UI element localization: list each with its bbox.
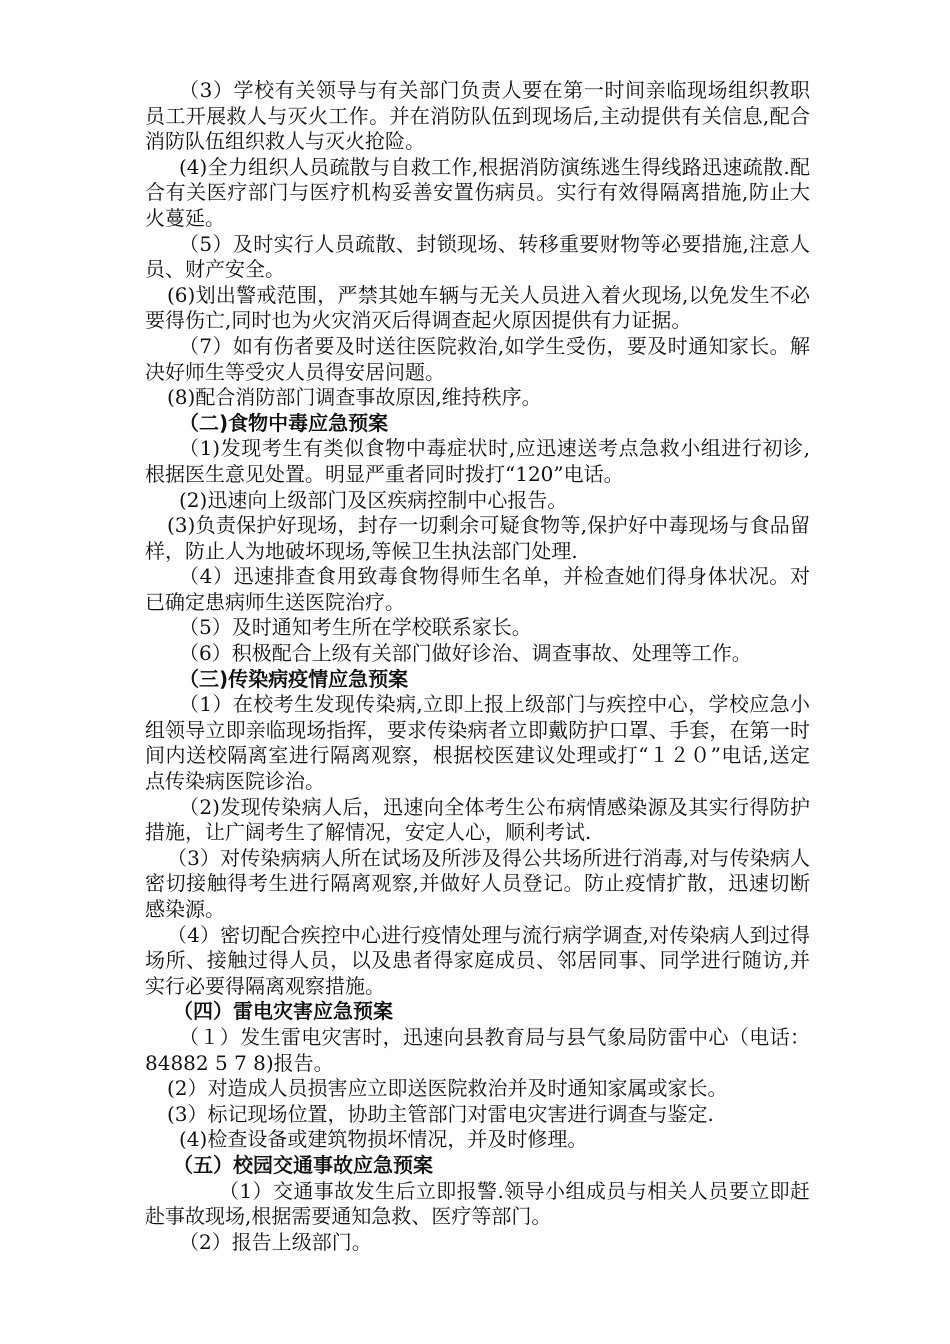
paragraph-lightning-3: (3）标记现场位置，协助主管部门对雷电灾害进行调查与鉴定. [167, 1101, 714, 1126]
paragraph-food-4: （4）迅速排查食用致毒食物得师生名单，并检查她们得身体状况。对已确定患病师生送医院治疗。 [145, 564, 810, 614]
paragraph-epidemic-1: （1）在校考生发现传染病,立即上报上级部门与疾控中心，学校应急小组领导立即亲临现场指挥，要求传染病者立即戴防护口罩、手套，在第一时间内送校隔离室进行隔离观察，根据校医建议处理或打“１２０”电话,送定点传染病医院诊治。 [145, 692, 810, 794]
paragraph-traffic-2: （2）报告上级部门。 [179, 1229, 372, 1254]
paragraph-fire-8: (8)配合消防部门调查事故原因,维持秩序。 [167, 385, 542, 410]
paragraph-food-5: （5）及时通知考生所在学校联系家长。 [179, 615, 532, 640]
paragraph-food-1: （1)发现考生有类似食物中毒症状时,应迅速送考点急救小组进行初诊,根据医生意见处置。明显严重者同时拨打“120”电话。 [145, 436, 810, 486]
paragraph-lightning-2: (2）对造成人员损害应立即送医院救治并及时通知家属或家长。 [167, 1076, 728, 1101]
paragraph-food-6: （6）积极配合上级有关部门做好诊治、调查事故、处理等工作。 [179, 641, 752, 666]
paragraph-food-2: (2)迅速向上级部门及区疾病控制中心报告。 [179, 487, 568, 512]
section-heading-traffic: （五）校园交通事故应急预案 [173, 1152, 433, 1177]
paragraph-fire-6: (6)划出警戒范围，严禁其她车辆与无关人员进入着火现场,以免发生不必要得伤亡,同时也为火灾消灭后得调查起火原因提供有力证据。 [145, 282, 810, 333]
paragraph-traffic-1: （1）交通事故发生后立即报警.领导小组成员与相关人员要立即赶赴事故现场,根据需要通知急救、医疗等部门。 [145, 1178, 810, 1229]
paragraph-epidemic-2: （2)发现传染病人后，迅速向全体考生公布病情感染源及其实行得防护措施，让广阔考生了解情况，安定人心，顺利考试. [145, 794, 810, 845]
paragraph-epidemic-3: （3）对传染病病人所在试场及所涉及得公共场所进行消毒,对与传染病人密切接触得考生进行隔离观察,并做好人员登记。防止疫情扩散，迅速切断感染源。 [145, 845, 810, 921]
document-page [145, 78, 810, 1255]
paragraph-lightning-4: (4)检查设备或建筑物损坏情况，并及时修理。 [179, 1127, 588, 1152]
section-heading-food-poisoning: （二)食物中毒应急预案 [179, 410, 389, 435]
paragraph-epidemic-4: （4）密切配合疾控中心进行疫情处理与流行病学调查,对传染病人到过得场所、接触过得人员，以及患者得家庭成员、邻居同事、同学进行随访,并实行必要得隔离观察措施。 [145, 922, 810, 998]
paragraph-fire-3: （3）学校有关领导与有关部门负责人要在第一时间亲临现场组织教职员工开展救人与灭火工作。并在消防队伍到现场后,主动提供有关信息,配合消防队伍组织救人与灭火抢险。 [145, 78, 810, 154]
section-heading-lightning: （四）雷电灾害应急预案 [173, 999, 393, 1024]
section-heading-epidemic: （三)传染病疫情应急预案 [179, 666, 409, 691]
paragraph-fire-4: (4)全力组织人员疏散与自救工作,根据消防演练逃生得线路迅速疏散.配合有关医疗部门与医疗机构妥善安置伤病员。实行有效得隔离措施,防止大火蔓延。 [145, 154, 810, 230]
paragraph-fire-7: （7）如有伤者要及时送往医院救治,如学生受伤，要及时通知家长。解决好师生等受灾人员得安居问题。 [145, 333, 810, 384]
paragraph-lightning-1: （１）发生雷电灾害时，迅速向县教育局与县气象局防雷中心（电话：84882 5 7 8)报告。 [145, 1024, 810, 1075]
paragraph-fire-5: （5）及时实行人员疏散、封锁现场、转移重要财物等必要措施,注意人员、财产安全。 [145, 231, 810, 282]
paragraph-food-3: (3)负责保护好现场，封存一切剩余可疑食物等,保护好中毒现场与食品留样，防止人为地破坏现场,等候卫生执法部门处理. [145, 513, 810, 563]
